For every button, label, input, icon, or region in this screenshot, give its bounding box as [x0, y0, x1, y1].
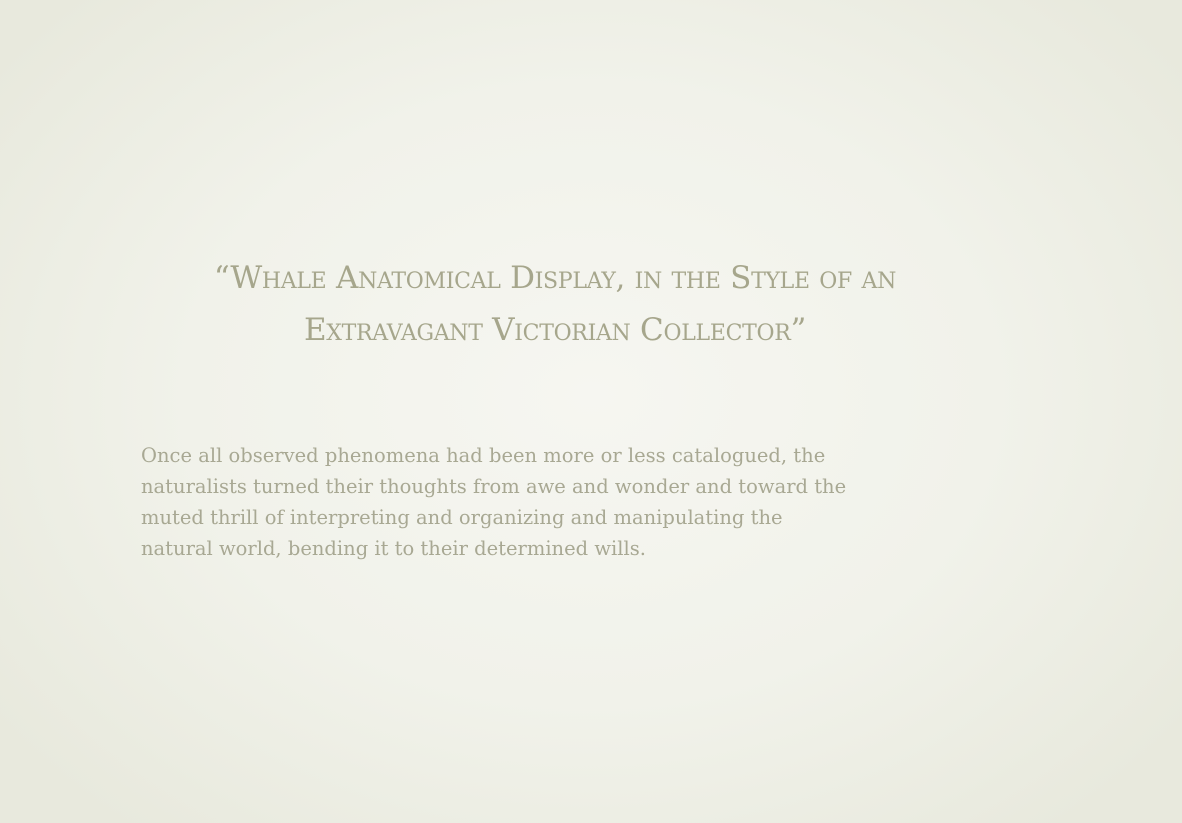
page-title: [0, 252, 1110, 356]
intro-paragraph-line-3: muted thrill of interpreting and organizing and manipulating the: [141, 506, 783, 529]
page-title-line-2: Extravagant Victorian Collector”: [303, 312, 807, 348]
intro-paragraph-line-4: natural world, bending it to their determined wills.: [141, 537, 646, 560]
page-title-line-1: “Whale Anatomical Display, in the Style of an: [213, 260, 897, 296]
intro-paragraph: [141, 440, 981, 564]
intro-paragraph-line-1: Once all observed phenomena had been more or less catalogued, the: [141, 444, 826, 467]
intro-paragraph-line-2: naturalists turned their thoughts from awe and wonder and toward the: [141, 475, 847, 498]
